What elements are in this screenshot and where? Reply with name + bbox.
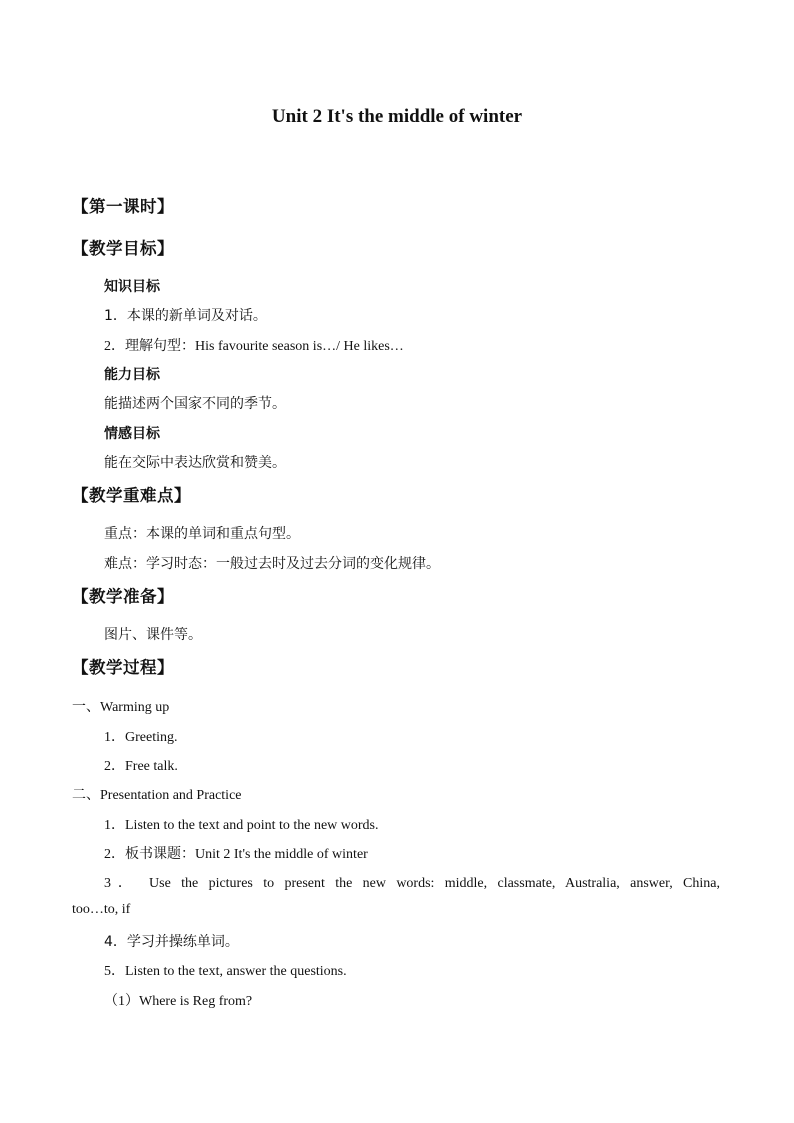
section-2-item-5: 5．Listen to the text, answer the questions.	[104, 964, 347, 979]
section-2-item-3: 3． Use the pictures to present the new words: middle, classmate, Australia, answer, China,	[104, 876, 720, 891]
objectives-heading: 【教学目标】	[72, 239, 174, 258]
knowledge-item-1: 1．本课的新单词及对话。	[104, 308, 267, 324]
preparation-heading: 【教学准备】	[72, 587, 174, 606]
document-title: Unit 2 It's the middle of winter	[271, 106, 523, 127]
key-point-focus: 重点：本课的单词和重点句型。	[104, 526, 300, 542]
section-2-title: 二、Presentation and Practice	[72, 788, 242, 803]
emotion-objective-label: 情感目标	[104, 426, 160, 442]
section-1-item-1: 1．Greeting.	[104, 730, 178, 745]
ability-objective-label: 能力目标	[104, 367, 160, 383]
preparation-text: 图片、课件等。	[104, 627, 202, 643]
section-1-item-2: 2．Free talk.	[104, 759, 178, 774]
section-2-item-1: 1．Listen to the text and point to the new words.	[104, 818, 379, 833]
section-1-title: 一、Warming up	[72, 700, 170, 715]
section-2-question-1: （1）Where is Reg from?	[104, 994, 253, 1009]
process-heading: 【教学过程】	[72, 658, 174, 677]
knowledge-item-2: 2．理解句型：His favourite season is…/ He likes…	[104, 339, 404, 354]
ability-objective-text: 能描述两个国家不同的季节。	[104, 396, 286, 412]
section-2-item-3-continued: too…to, if	[72, 902, 131, 917]
knowledge-objective-label: 知识目标	[104, 279, 160, 295]
key-points-heading: 【教学重难点】	[72, 486, 191, 505]
section-2-item-2: 2．板书课题：Unit 2 It's the middle of winter	[104, 847, 368, 862]
section-2-item-4: 4．学习并操练单词。	[104, 934, 239, 950]
lesson-heading: 【第一课时】	[72, 197, 174, 216]
emotion-objective-text: 能在交际中表达欣赏和赞美。	[104, 455, 286, 471]
key-point-difficulty: 难点：学习时态：一般过去时及过去分词的变化规律。	[104, 556, 440, 572]
